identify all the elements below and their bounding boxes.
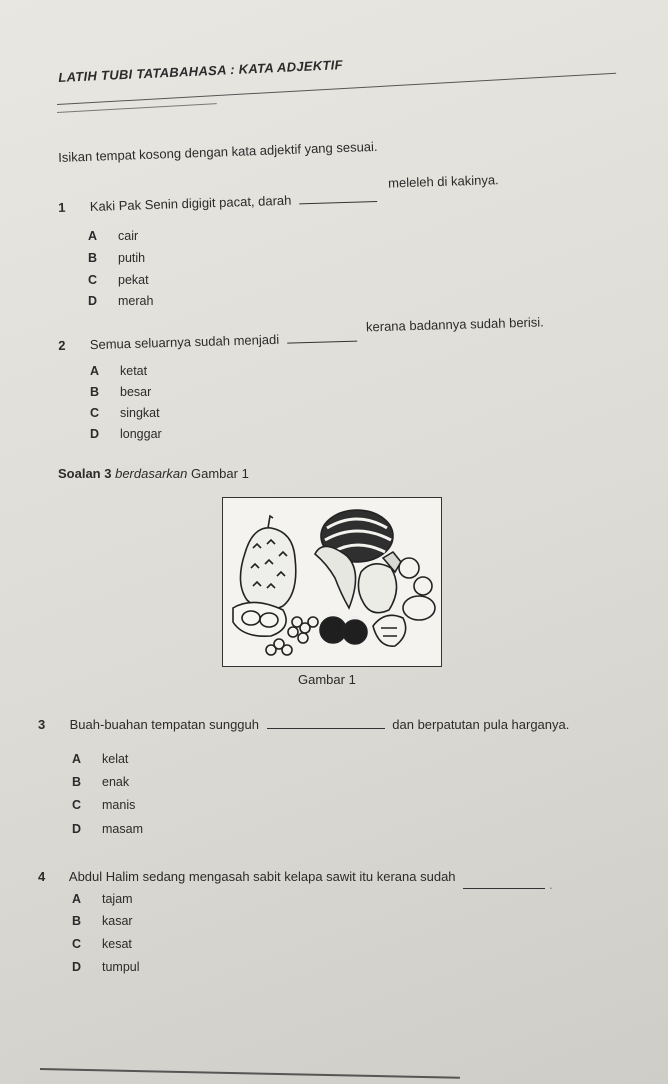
option-letter: D <box>88 294 98 308</box>
option-letter: B <box>72 775 82 789</box>
question-text-before: Semua seluarnya sudah menjadi <box>89 331 280 353</box>
option-3d[interactable] <box>72 822 143 836</box>
question-number: 4 <box>38 869 46 884</box>
option-1a[interactable] <box>88 229 138 243</box>
question-text-after: dan berpatutan pula harganya. <box>392 717 570 732</box>
answer-blank[interactable] <box>299 191 377 204</box>
option-text: ketat <box>120 364 148 378</box>
option-2c[interactable] <box>90 406 160 420</box>
figure-caption: Gambar 1 <box>298 672 356 687</box>
option-letter: B <box>88 251 98 265</box>
option-letter: B <box>72 914 82 928</box>
question-text-before: Buah-buahan tempatan sungguh <box>69 717 260 732</box>
option-text: enak <box>102 775 130 789</box>
question-text-after: meleleh di kakinya. <box>387 172 499 191</box>
option-letter: A <box>90 364 100 378</box>
option-2b[interactable] <box>90 385 151 399</box>
question-number: 3 <box>38 717 46 732</box>
page-bottom-rule <box>40 1068 460 1079</box>
option-text: pekat <box>118 273 149 287</box>
worksheet-title: LATIH TUBI TATABAHASA : KATA ADJEKTIF <box>58 57 344 85</box>
option-letter: D <box>72 822 82 836</box>
option-1d[interactable] <box>88 294 153 308</box>
question-number: 2 <box>58 337 66 353</box>
section-italic: berdasarkan <box>115 466 188 481</box>
question-text-after: . <box>549 877 553 892</box>
question-4 <box>38 869 553 892</box>
option-letter: C <box>72 937 82 951</box>
option-text: longgar <box>120 427 162 441</box>
option-2a[interactable] <box>90 364 147 378</box>
option-text: putih <box>118 251 146 265</box>
option-4d[interactable] <box>72 960 140 974</box>
question-text-after: kerana badannya sudah berisi. <box>365 314 544 335</box>
question-1 <box>58 172 499 215</box>
fruit-illustration <box>222 497 442 667</box>
answer-blank[interactable] <box>267 718 385 729</box>
option-text: besar <box>120 385 152 399</box>
answer-blank[interactable] <box>287 331 357 344</box>
option-text: manis <box>102 798 136 812</box>
question-3 <box>38 717 569 732</box>
option-letter: A <box>72 752 82 766</box>
instruction-text: Isikan tempat kosong dengan kata adjektif yang sesuai. <box>58 138 378 165</box>
fruit-drawing <box>223 498 441 666</box>
option-3b[interactable] <box>72 775 129 789</box>
question-2 <box>58 314 544 353</box>
option-letter: C <box>88 273 98 287</box>
question-number: 1 <box>58 199 66 215</box>
option-letter: C <box>90 406 100 420</box>
title-underline-short <box>57 103 217 113</box>
option-text: merah <box>118 294 154 308</box>
section-bold: Soalan 3 <box>58 466 112 481</box>
option-text: kesat <box>102 937 132 951</box>
option-4c[interactable] <box>72 937 132 951</box>
option-letter: D <box>90 427 100 441</box>
option-letter: C <box>72 798 82 812</box>
option-text: kelat <box>102 752 129 766</box>
option-4b[interactable] <box>72 914 133 928</box>
question-text-before: Kaki Pak Senin digigit pacat, darah <box>89 192 292 214</box>
option-2d[interactable] <box>90 427 162 441</box>
option-text: tumpul <box>102 960 140 974</box>
option-text: kasar <box>102 914 133 928</box>
section-rest: Gambar 1 <box>191 466 249 481</box>
option-letter: D <box>72 960 82 974</box>
option-text: singkat <box>120 406 160 420</box>
option-text: cair <box>118 229 139 243</box>
option-3a[interactable] <box>72 752 128 766</box>
option-4a[interactable] <box>72 892 133 906</box>
answer-blank[interactable] <box>463 878 545 889</box>
option-1c[interactable] <box>88 273 149 287</box>
option-letter: A <box>88 229 98 243</box>
option-text: masam <box>102 822 143 836</box>
option-1b[interactable] <box>88 251 145 265</box>
question-text-before: Abdul Halim sedang mengasah sabit kelapa sawit itu kerana sudah <box>68 869 456 884</box>
option-3c[interactable] <box>72 798 135 812</box>
option-letter: A <box>72 892 82 906</box>
option-letter: B <box>90 385 100 399</box>
option-text: tajam <box>102 892 133 906</box>
section-heading <box>58 466 249 481</box>
